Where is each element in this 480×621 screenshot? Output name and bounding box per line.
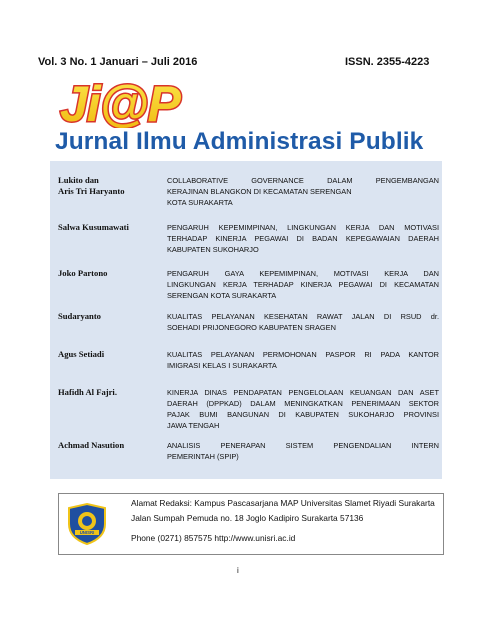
toc-author bbox=[58, 222, 158, 233]
author-line: Achmad Nasution bbox=[58, 440, 125, 450]
title-line: KINERJA DINAS PENDAPATAN PENGELOLAAN KEUANGAN DAN ASET bbox=[167, 388, 439, 397]
title-line: PAJAK BUMI BANGUNAN DI KABUPATEN SUKOHARJO PROVINSI bbox=[167, 410, 439, 419]
toc-author bbox=[58, 268, 158, 279]
toc-article-title bbox=[167, 387, 439, 431]
university-seal-icon bbox=[65, 502, 109, 546]
address-line-1: Alamat Redaksi: Kampus Pascasarjana MAP Universitas Slamet Riyadi Surakarta bbox=[131, 498, 435, 508]
toc-article-title bbox=[167, 440, 439, 462]
title-line: KERAJINAN BLANGKON DI KECAMATAN SERENGAN bbox=[167, 187, 352, 196]
title-line: TERHADAP KINERJA PEGAWAI DI BADAN KEPEGAWAIAN DAERAH bbox=[167, 234, 439, 243]
title-line: ANALISIS PENERAPAN SISTEM PENGENDALIAN INTERN bbox=[167, 441, 439, 450]
toc-author bbox=[58, 175, 158, 196]
journal-title: Jurnal Ilmu Administrasi Publik bbox=[55, 128, 424, 155]
title-line: KUALITAS PELAYANAN PERMOHONAN PASPOR RI PADA KANTOR bbox=[167, 350, 439, 359]
toc-article-title bbox=[167, 349, 439, 371]
author-line: Joko Partono bbox=[58, 268, 108, 278]
toc-author bbox=[58, 311, 158, 322]
title-line: KABUPATEN SUKOHARJO bbox=[167, 245, 259, 254]
jiap-logo bbox=[58, 76, 188, 128]
title-line: SOEHADI PRIJONEGORO KABUPATEN SRAGEN bbox=[167, 323, 336, 332]
address-line-3: Phone (0271) 857575 http://www.unisri.ac.id bbox=[131, 533, 296, 543]
title-line: KUALITAS PELAYANAN KESEHATAN RAWAT JALAN DI RSUD dr. bbox=[167, 312, 439, 321]
title-line: IMIGRASI KELAS I SURAKARTA bbox=[167, 361, 277, 370]
volume-info: Vol. 3 No. 1 Januari – Juli 2016 bbox=[38, 56, 198, 68]
title-line: PEMERINTAH (SPIP) bbox=[167, 452, 239, 461]
table-of-contents bbox=[50, 161, 442, 479]
address-line-2: Jalan Sumpah Pemuda no. 18 Joglo Kadipiro Surakarta 57136 bbox=[131, 513, 364, 523]
title-line: COLLABORATIVE GOVERNANCE DALAM PENGEMBANGAN bbox=[167, 176, 439, 185]
title-line: JAWA TENGAH bbox=[167, 421, 220, 430]
author-line: Salwa Kusumawati bbox=[58, 222, 129, 232]
logo-text: Ji@P bbox=[60, 76, 180, 128]
toc-author bbox=[58, 440, 158, 451]
toc-author bbox=[58, 349, 158, 360]
toc-article-title bbox=[167, 268, 439, 301]
page-number: i bbox=[237, 566, 239, 575]
author-line: Agus Setiadi bbox=[58, 349, 105, 359]
author-line: Lukito dan bbox=[58, 175, 99, 185]
svg-text:UNISRI: UNISRI bbox=[79, 530, 95, 536]
toc-author bbox=[58, 387, 158, 398]
toc-article-title bbox=[167, 311, 439, 333]
title-line: DAERAH (DPPKAD) DALAM MENINGKATKAN PENERIMAAN SEKTOR bbox=[167, 399, 439, 408]
title-line: LINGKUNGAN KERJA TERHADAP KINERJA PEGAWAI DI KECAMATAN bbox=[167, 280, 439, 289]
author-line: Sudaryanto bbox=[58, 311, 101, 321]
toc-article-title bbox=[167, 222, 439, 255]
title-line: KOTA SURAKARTA bbox=[167, 198, 233, 207]
issn-number: ISSN. 2355-4223 bbox=[345, 56, 430, 68]
author-line: Aris Tri Haryanto bbox=[58, 185, 125, 196]
title-line: PENGARUH KEPEMIMPINAN, LINGKUNGAN KERJA DAN MOTIVASI bbox=[167, 223, 439, 232]
address-box bbox=[58, 493, 444, 555]
author-line: Hafidh Al Fajri. bbox=[58, 387, 117, 397]
title-line: PENGARUH GAYA KEPEMIMPINAN, MOTIVASI KERJA DAN bbox=[167, 269, 439, 278]
toc-article-title bbox=[167, 175, 439, 208]
title-line: SERENGAN KOTA SURAKARTA bbox=[167, 291, 277, 300]
